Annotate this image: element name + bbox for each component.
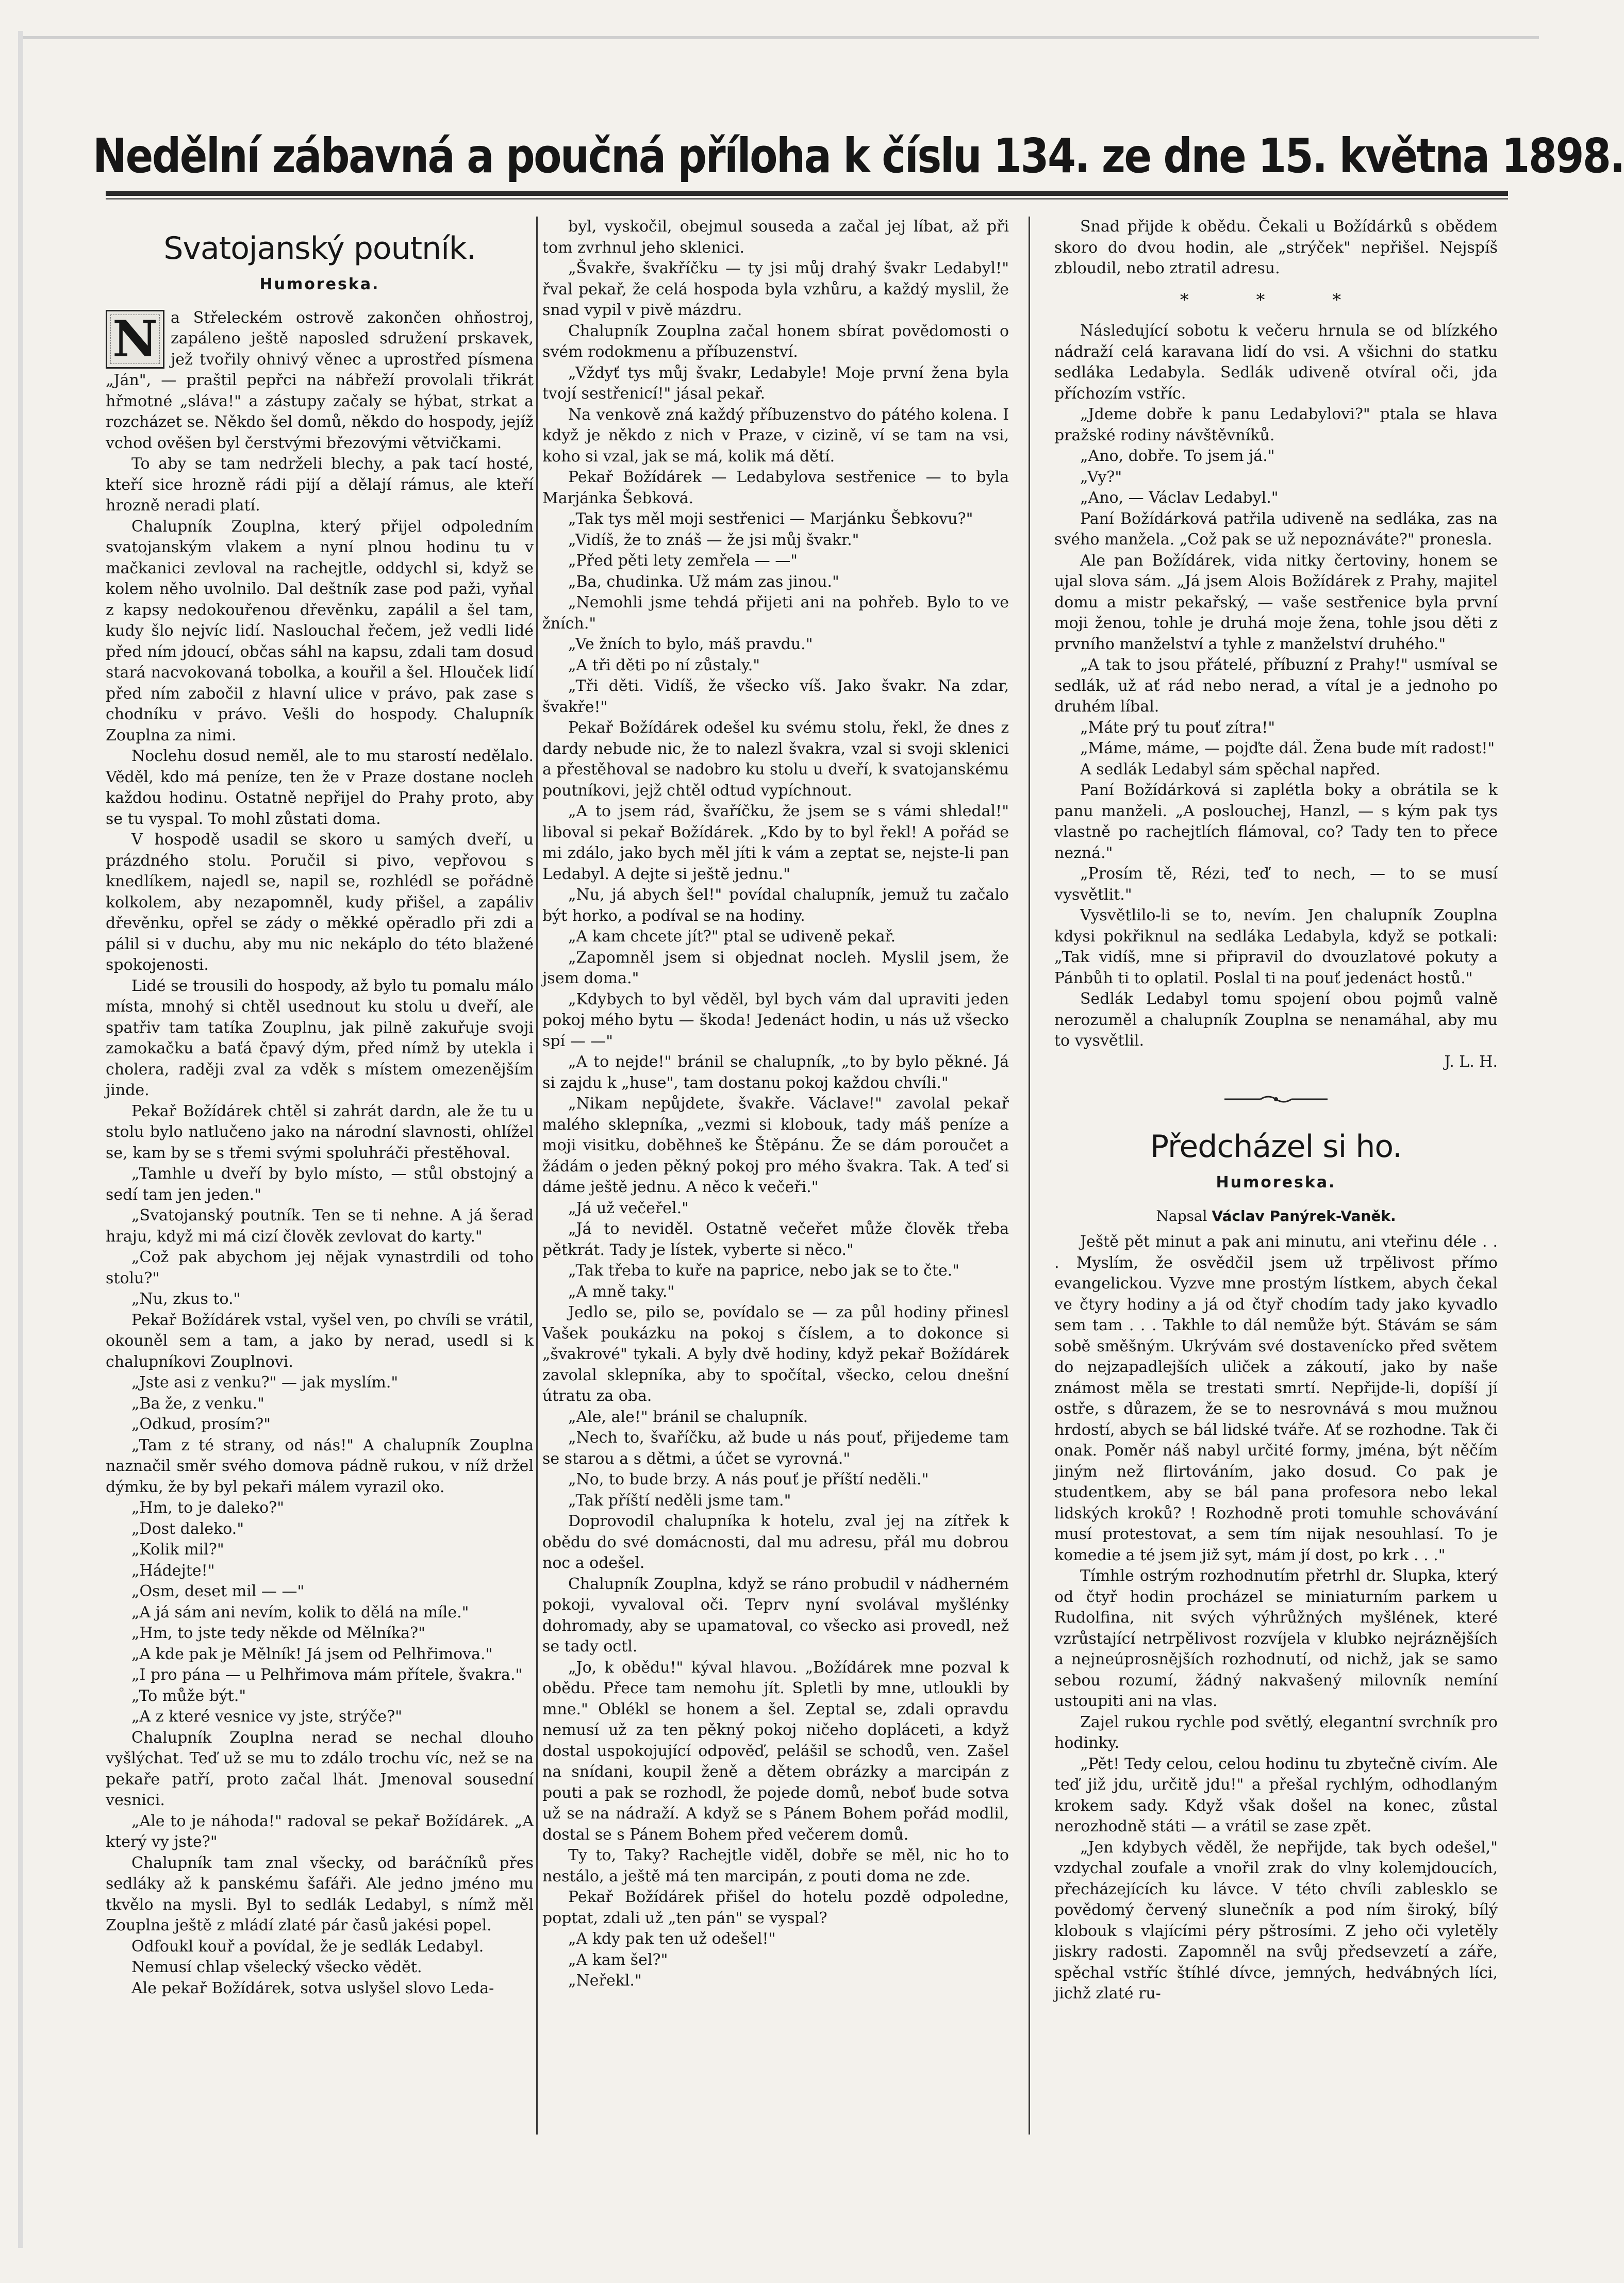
ornament-divider [1219,1093,1333,1105]
page-edge-shadow [18,31,23,2248]
story1-opening [106,308,534,454]
paragraph: „A mně taky." [568,1282,675,1301]
paragraph: „Pět! Tedy celou, celou hodinu tu zbytečně civím. Ale teď již jdu, určitě jdu!" a přešal rychlým, odhodlaným krokem sady. Když však došel na konec, zůstal nerozhodně státi — a vrátil se zase zpět. [1054,1755,1498,1835]
paragraph: „Jen kdybych věděl, že nepřijde, tak bych odešel," vzdychal zoufale a vnořil zrak do vlny kolemjdoucích, přecházejících ku lávce. V této chvíli zablesklo se povědomý červený slunečník a pod ním široký, bílý klobouk s vlajícími péry pštrosími. Z jeho oči vyletěly jiskry radosti. Zapomněl na svůj předsevzetí a záře, spěchal vstříc štíhlé dívce, jemných, hedvábných líci, jichž zlaté ru- [1054,1838,1498,2003]
paragraph: „Hm, to je daleko?" [131,1499,285,1517]
column3-body [1054,217,1498,279]
paragraph: „Odkud, prosím?" [131,1415,271,1433]
paragraph: Následující sobotu k večeru hrnula se od blízkého nádraží celá karavana lidí do vsi. A všichni do statku sedláka Ledabyla. Sedlák udiveně otvíral oči, jda příchozím vstříc. [1054,322,1498,403]
paragraph: „Ano, — Václav Ledabyl." [1080,489,1279,507]
column-1 [106,217,534,2135]
section-separator-stars: * * * [1180,289,1372,310]
paragraph: „Nemohli jsme tehdá přijeti ani na pohřeb. Bylo to ve žních." [542,593,1009,633]
author-prefix: Napsal [1156,1207,1207,1225]
paragraph: „Ale, ale!" bránil se chalupník. [568,1408,808,1426]
paragraph: „Jdeme dobře k panu Ledabylovi?" ptala se hlava pražské rodiny návštěvníků. [1054,405,1498,444]
story1-subtitle: Humoreska. [259,275,380,293]
paragraph: „Nikam nepůjdete, švakře. Václave!" zavolal pekař malého sklepníka, „vezmi si klobouk, tady máš peníze a moji visitku, doběhneš ke Štěpánu. Že se dám poroučet a žádám o jeden pěkný pokoj pro mého švakra. Tak. A teď si dáme ještě jednu. A něco k večeři." [542,1095,1009,1196]
paragraph: „Tak tys měl moji sestřenici — Marjánku Šebkovu?" [568,510,973,528]
paragraph: Snad přijde k obědu. Čekali u Božídárků s obědem skoro do dvou hodin, ale „strýček" nepřišel. Nejspíš zbloudil, nebo ztratil adresu. [1054,218,1498,277]
paragraph: Noclehu dosud neměl, ale to mu starostí nedělalo. Věděl, kdo má peníze, ten že v Praze dostane nocleh každou hodinu. Ostatně nepřijel do Prahy proto, aby se tu vyspal. To mohl zůstati doma. [106,747,534,828]
story1-signature: J. L. H. [1444,1052,1498,1071]
column-2 [542,217,1009,2135]
paragraph: „A kam šel?" [568,1950,668,1969]
paragraph: „Jste asi z venku?" — jak myslím." [131,1374,399,1392]
paragraph: „Tak příští neděli jsme tam." [568,1491,791,1510]
paragraph: „Švakře, švakříčku — ty jsi můj drahý švakr Ledabyl!" řval pekař, že celá hospoda byla vzhůru, a každý myslil, že snad vypil v pivě mázdru. [542,259,1009,319]
paragraph: „Dost daleko." [131,1519,244,1538]
paragraph: „Vy?" [1080,468,1122,486]
paragraph: Chalupník tam znal všecky, od baráčníků přes sedláky až k panskému šafáři. Ale jedno jméno mu tkvělo na mysli. Byl to sedlák Ledabyl, s nímž měl Zouplna ještě z mládí zlaté pár časů jakési popel. [106,1854,534,1934]
paragraph: „Vždyť tys můj švakr, Ledabyle! Moje první žena byla tvojí sestřenicí!" jásal pekař. [542,363,1009,403]
paragraph: Nemusí chlap všelecký všecko vědět. [131,1958,422,1976]
paragraph: „A z které vesnice vy jste, strýče?" [131,1708,402,1726]
column2-body [542,217,1009,1992]
story1-first-paragraph: a Střeleckém ostrově zakončen ohňostroj, zapáleno ještě naposled sdružení prskavek, jež tvořily ohnivý věnec a uprostřed písmena „Ján", — praštil pepřci na nábřeží provolali třikrát hřmotné „sláva!" a zástupy začaly se hýbat, strkat a rozcházet se. Někdo šel domů, někdo do hospody, jejíž vchod ověšen byl čerstvými březovými větvičkami. [106,308,534,452]
paragraph: Doprovodil chalupníka k hotelu, zval jej na zítřek k obědu do své domácnosti, dal mu adresu, přál mu dobrou noc a odešel. [542,1512,1009,1572]
paragraph: Pekař Božídárek odešel ku svému stolu, řekl, že dnes z dardy nebude nic, že to nalezl švakra, vzal si svoji sklenici a přestěhoval se nadobro ku stolu u dveří, k svatojanskému poutníkovi, jejž chtěl odtud vypíchnout. [542,719,1009,800]
paragraph: „A tak to jsou přátelé, příbuzní z Prahy!" usmíval se sedlák, už ať rád nebo nerad, a vítal je a jednoho po druhém líbal. [1054,656,1498,716]
page-top-edge [23,36,1539,39]
masthead-rule-thin [106,198,1508,200]
paragraph: „Ale to je náhoda!" radoval se pekař Božídárek. „A který vy jste?" [106,1812,534,1851]
paragraph: To aby se tam nedrželi blechy, a pak tací hosté, kteří sice hrozně rádi pijí a dělají rámus, ale kteří hrozně neradi platí. [106,455,534,515]
paragraph: Pekař Božídárek — Ledabylova sestřenice — to byla Marjánka Šebková. [542,468,1009,507]
paragraph: „Prosím tě, Rézi, teď to nech, — to se musí vysvětlit." [1054,865,1498,904]
paragraph: „Svatojanský poutník. Ten se ti nehne. A já šerad hraju, když mi má cizí člověk zevlovat do karty." [106,1206,534,1246]
paragraph: Ale pan Božídárek, vida nitky čertoviny, honem se ujal slova sám. „Já jsem Alois Božídárek z Prahy, majitel domu a mistr pekařský, — vaše sestřenice byla první moji ženou, tohle je druhá moje žena, tohle jsou děti z prvního manželství a tyhle z manželství druhého." [1054,551,1498,653]
author-name: Václav Panýrek-Vaněk. [1212,1207,1396,1225]
paragraph: „A kdy pak ten už odešel!" [568,1930,776,1948]
paragraph: „Nech to, švaříčku, až bude u nás pouť, přijedeme tam se starou a s dětmi, a účet se vyrovná." [542,1429,1009,1468]
paragraph: „Zapomněl jsem si objednat nocleh. Myslil jsem, že jsem doma." [542,948,1009,987]
column-3 [1054,217,1498,2135]
story2-subtitle: Humoreska. [1216,1173,1336,1192]
story1-title: Svatojanský poutník. [163,230,476,267]
paragraph: „Ba že, z venku." [131,1394,264,1413]
paragraph: Chalupník Zouplna nerad se nechal dlouho vyšlýchat. Teď už se mu to zdálo trochu víc, než se na pekaře patří, proto začal lhát. Jmenoval sousední vesnici. [106,1728,534,1809]
paragraph: „Osm, deset mil — —" [131,1582,305,1600]
paragraph: „Neřekl." [568,1972,642,1990]
paragraph: Chalupník Zouplna, který přijel odpoledním svatojanským vlakem a nyní plnou hodinu tu v mačkanici zevloval na rachejtle, oddychl si, když se kolem něho uvolnilo. Dal deštník zase pod paži, vyňal z kapsy nedokouřenou dřevěnku, zapálil a šel tam, kudy šlo nejvíc lidí. Naslouchal řečem, jež vedli lidé před ním jdoucí, občas sáhl na kapsu, zdali tam dosud stará nacvokovaná tobolka, a kouřil a šel. Hlouček lidí před ním zabočil z hlavní ulice v právo, pak zase s chodníku v právo. Vešli do hospody. Chalupník Zouplna za nimi. [106,517,534,745]
paragraph: „Ve žních to bylo, máš pravdu." [568,635,813,653]
paragraph: „Já to neviděl. Ostatně večeřet může člověk třeba pětkrát. Tady je lístek, vyberte si něco." [542,1220,1009,1259]
masthead-title: Nedělní zábavná a poučná příloha k číslu 134. ze dne 15. května 1898. [93,128,1624,184]
paragraph: „Máte prý tu pouť zítra!" [1080,718,1275,737]
paragraph: Ještě pět minut a pak ani minutu, ani vteřinu déle . . . Myslím, že osvědčil jsem už trpělivost přímo evangelickou. Vyzve mne prostým lístkem, abych čekal ve čtyry hodiny a já od čtyř chodím tady jako kyvadlo sem tam . . . Takhle to dál nemůže být. Stávám se sám sobě směšným. Ukrývám své dostavenícko před světem do nejzapadlejších uliček a zákoutí, jako by naše známost měla se trestati smrtí. Nepřijde-li, dopíší jí ostře, s důrazem, že se to nesrovnává s mou mužnou hrdostí, abych se bál lidské tváře. Ať se rozhodne. Tak či onak. Poměr náš nabyl určité formy, jména, být něčím jiným než flirtováním, jako dosud. Co pak je studentkem, aby se bál pana profesora nebo lekal lidských kroků? ! Rozhodně proti tomuhle schovávání musí protestovat, a sem tím nijak nesouhlasí. To je komedie a té jsem již syt, mám jí dost, po krk . . ." [1054,1233,1498,1564]
paragraph: „No, to bude brzy. A nás pouť je příští neděli." [568,1470,929,1488]
paragraph: „A já sám ani nevím, kolik to dělá na míle." [131,1603,469,1622]
dropcap-letter: N [106,310,164,369]
paragraph: „I pro pána — u Pelhřimova mám přítele, švakra." [131,1666,523,1684]
paragraph: „Tamhle u dveří by bylo místo, — stůl obstojný a sedí tam jen jeden." [106,1165,534,1204]
paragraph: „Hádejte!" [131,1561,215,1580]
paragraph: „Tam z té strany, od nás!" A chalupník Zouplna naznačil směr svého domova pádně rukou, v níž držel dýmku, že by byl pekaři málem vyrazil oko. [106,1436,534,1496]
paragraph: „Před pěti lety zemřela — —" [568,552,798,570]
column3-body-continued [1054,321,1498,1052]
paragraph: „Jo, k obědu!" kýval hlavou. „Božídárek mne pozval k obědu. Přece tam nemohu jít. Spletli by mne, utloukli by mne." Oblékl se honem a šel. Zeptal se, zdali opravdu nemusí už za ten pěkný pokoj ničeho dopláceti, a když dostal uspokojující odpověď, pelášil se schodů, ven. Zašel na snídani, koupil ženě a dětem obrázky a marcipán z pouti a pak se rozhodl, že pojede domů, neboť bude sotva už se na nádraží. A když se s Pánem Bohem pořád modlil, dostal se s Pánem Bohem před večerem domů. [542,1658,1009,1844]
paragraph: „Což pak abychom jej nějak vynastrdili od toho stolu?" [106,1248,534,1287]
paragraph: „Máme, máme, — pojďte dál. Žena bude mít radost!" [1080,739,1495,757]
paragraph: „Já už večeřel." [568,1199,689,1217]
paragraph: Na venkově zná každý příbuzenstvo do pátého kolena. I když je někdo z nich v Praze, v cizině, ví se tam na vsi, koho si vzal, jak se má, kolik má dětí. [542,405,1009,466]
paragraph: Ty to, Taky? Rachejtle viděl, dobře se měl, nic ho to nestálo, a ještě má ten marcipán, z pouti doma ne zde. [542,1846,1009,1885]
paragraph: Pekař Božídárek chtěl si zahrát dardn, ale že tu u stolu bylo natlučeno jako na národní slavnosti, ohlížel se, kam by se s třemi svými spoluhráči přestěhoval. [106,1102,534,1162]
paragraph: Zajel rukou rychle pod světlý, elegantní svrchník pro hodinky. [1054,1713,1498,1752]
paragraph: „A to nejde!" bránil se chalupník, „to by bylo pěkné. Já si zajdu k „huse", tam dostanu pokoj každou chvíli." [542,1053,1009,1092]
paragraph: „Nu, já abych šel!" povídal chalupník, jemuž tu začalo být horko, a podíval se na hodiny. [542,886,1009,925]
paragraph: Sedlák Ledabyl tomu spojení obou pojmů valně nerozuměl a chalupník Zouplna se nenamáhal, aby mu to vysvětlil. [1054,990,1498,1050]
paragraph: Chalupník Zouplna začal honem sbírat povědomosti o svém rodokmenu a příbuzenství. [542,322,1009,361]
paragraph: Odfoukl kouř a povídal, že je sedlák Ledabyl. [131,1937,484,1956]
paragraph: V hospodě usadil se skoro u samých dveří, u prázdného stolu. Poručil si pivo, vepřovou s knedlíkem, najedl se, napil se, rozhlédl se pořádně kolkolem, aby nezapomněl, kudy přišel, a zapáliv dřevěnku, opřel se zády o měkké opěradlo při zdi a pálil si v duchu, aby mu nic nekáplo do této blažené spokojenosti. [106,831,534,974]
paragraph: „To může být." [131,1686,246,1705]
paragraph: Jedlo se, pilo se, povídalo se — za půl hodiny přinesl Vašek poukázku na pokoj s číslem, a to dokonce si „švakrové" tykali. A byly dvě hodiny, když pekař Božídárek zavolal sklepníka, aby to spočítal, všecko, celou dnešní útratu za oba. [542,1303,1009,1405]
paragraph: „Ano, dobře. To jsem já." [1080,447,1275,465]
paragraph: „A kam chcete jít?" ptal se udiveně pekař. [568,928,896,946]
paragraph: „Kolik mil?" [131,1541,224,1559]
paragraph: „Ba, chudinka. Už mám zas jinou." [568,572,839,591]
paragraph: „A tři děti po ní zůstaly." [568,656,760,674]
paragraph: A sedlák Ledabyl sám spěchal napřed. [1080,760,1381,779]
column-rule-2 [1029,217,1030,2135]
paragraph: „Hm, to jste tedy někde od Mělníka?" [131,1624,425,1642]
paragraph: „Tak třeba to kuře na paprice, nebo jak se to čte." [568,1262,959,1280]
paragraph: „Tři děti. Vidíš, že všecko víš. Jako švakr. Na zdar, švakře!" [542,677,1009,716]
paragraph: „Vidíš, že to znáš — že jsi můj švakr." [568,531,859,549]
story2-title: Předcházel si ho. [1150,1129,1402,1165]
paragraph: byl, vyskočil, obejmul souseda a začal jej líbat, až při tom zvrhnul jeho sklenici. [542,218,1009,257]
paragraph: „Kdybych to byl věděl, byl bych vám dal upraviti jeden pokoj mého bytu — škoda! Jedenáct hodin, u nás už všecko spí — —" [542,990,1009,1050]
paragraph: Pekař Božídárek vstal, vyšel ven, po chvíli se vrátil, okouněl sem a tam, a jako by nerad, usedl si k chalupníkovi Zouplnovi. [106,1311,534,1371]
paragraph: Chalupník Zouplna, když se ráno probudil v nádherném pokoji, vyvaloval oči. Teprv nyní svolával myšlénky dohromady, aby se upamatoval, co všecko asi provedl, než se tady octl. [542,1575,1009,1656]
paragraph: Paní Božídárková patřila udiveně na sedláka, zas na svého manžela. „Což pak se už nepoznáváte?" pronesla. [1054,509,1498,549]
masthead-rule-thick [106,191,1508,196]
story2-author [1054,1206,1498,1227]
paragraph: Pekař Božídárek přišel do hotelu pozdě odpoledne, poptat, zdali už „ten pán" se vyspal? [542,1888,1009,1927]
paragraph: „A kde pak je Mělník! Já jsem od Pelhřimova." [131,1645,493,1663]
column-rule-1 [536,217,538,2135]
paragraph: Paní Božídárková si zaplétla boky a obrátila se k panu manželi. „A poslouchej, Hanzl, — s kým pak tys vlastně po rachejtlích flámoval, co? Tady ten to přece nezná." [1054,781,1498,862]
paragraph: „Nu, zkus to." [131,1290,241,1308]
paragraph: „A to jsem rád, švaříčku, že jsem se s vámi shledal!" liboval si pekař Božídárek. „Kdo by to byl řekl! A pořád se mi zdálo, jako bych měl jíti k vám a zeptat se, nejste-li pan Ledabyl. A dejte si ještě jednu." [542,802,1009,883]
story1-body [106,454,534,1999]
story2-body [1054,1232,1498,2005]
paragraph: Lidé se trousili do hospody, až bylo tu pomalu málo místa, mnohý si chtěl usednout ku stolu u dveří, ale spatřiv tam tatíka Zouplnu, jak pilně zakuřuje svoji zamokačku a baťá čpavý dým, před nímž by utekla i cholera, raději zval za vděk s místem omezenějším jinde. [106,977,534,1099]
paragraph: Vysvětlilo-li se to, nevím. Jen chalupník Zouplna kdysi pokřiknul na sedláka Ledabyla, když se potkali: „Tak vidíš, mne si připravil do dvouzlatové pokuty a Pánbůh ti to oplatil. Poslal ti na pouť jedenáct hostů." [1054,906,1498,987]
paragraph: Tímhle ostrým rozhodnutím přetrhl dr. Slupka, který od čtyř hodin procházel se miniaturním parkem u Rudolfina, nit svých výhrůžných myšlének, které vzrůstající netrpělivost rozvíjela v klubko nejráznějších a nejneúprosnějších rozhodnutí, od nichž, jak se samo sebou rozumí, žádný nakvašený milovník nemíní ustoupiti ani na vlas. [1054,1567,1498,1710]
paragraph: Ale pekař Božídárek, sotva uslyšel slovo Leda- [131,1979,494,1997]
